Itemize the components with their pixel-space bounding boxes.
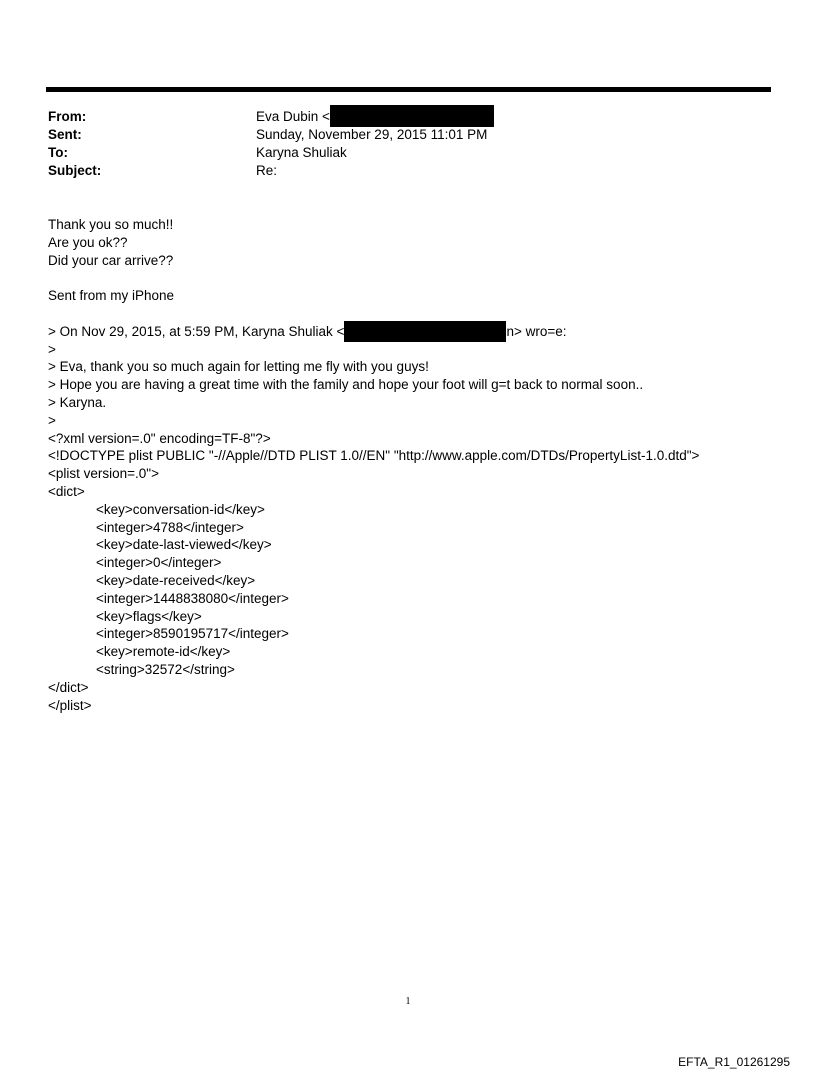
quote-intro-end: n> wro=e: [506,323,567,339]
quote-intro-line [48,323,699,341]
to-value: Karyna Shuliak [256,145,347,160]
redaction-box [344,321,506,342]
reply-line: Thank you so much!! [48,217,174,232]
from-value [256,108,494,127]
plist-line: <dict> [48,483,85,499]
quoted-line: > Hope you are having a great time with the family and hope your foot will g=t back to normal soon.. [48,377,644,393]
email-body [48,216,699,714]
plist-dict-line: <key>date-last-viewed</key> [96,537,272,553]
plist-dict-line: <integer>8590195717</integer> [96,626,289,642]
reply-line: Are you ok?? [48,234,128,250]
blank-line [48,269,699,287]
plist-dict-line: <string>32572</string> [96,661,235,677]
plist-closing-line: </dict> [48,679,89,695]
subject-label: Subject: [48,163,102,178]
signature-line: Sent from my iPhone [48,288,175,304]
plist-dict-line: <key>conversation-id</key> [96,501,265,517]
sent-value: Sunday, November 29, 2015 11:01 PM [256,127,488,142]
quoted-line: > Eva, thank you so much again for letting me fly with you guys! [48,359,429,375]
plist-dict-line: <key>flags</key> [96,608,202,624]
plist-closing-line: </plist> [48,697,92,713]
quote-intro-start: > On Nov 29, 2015, at 5:59 PM, Karyna Shuliak < [48,323,345,339]
from-sender: Eva Dubin < [256,109,330,124]
redaction-box [330,105,494,127]
plist-line: <?xml version=.0" encoding=TF-8"?> [48,430,271,446]
plist-dict-line: <integer>4788</integer> [96,519,244,535]
plist-line: <!DOCTYPE plist PUBLIC "-//Apple//DTD PLIST 1.0//EN" "http://www.apple.com/DTDs/PropertyList-1.0.dtd"> [48,448,700,464]
quoted-line: > Karyna. [48,394,107,410]
sent-label: Sent: [48,127,82,142]
document-id: EFTA_R1_01261295 [678,1055,790,1069]
plist-dict-line: <key>date-received</key> [96,572,256,588]
plist-dict-line: <key>remote-id</key> [96,644,231,660]
plist-line: <plist version=.0"> [48,466,159,482]
quoted-line: > [48,412,56,428]
header-divider [46,87,771,92]
to-label: To: [48,145,68,160]
reply-line: Did your car arrive?? [48,252,174,268]
plist-dict-line: <integer>0</integer> [96,555,222,571]
page-number: 1 [405,996,411,1007]
from-label: From: [48,109,87,124]
subject-value: Re: [256,163,278,178]
plist-dict-line: <integer>1448838080</integer> [96,590,289,606]
quoted-line: > [48,341,56,357]
